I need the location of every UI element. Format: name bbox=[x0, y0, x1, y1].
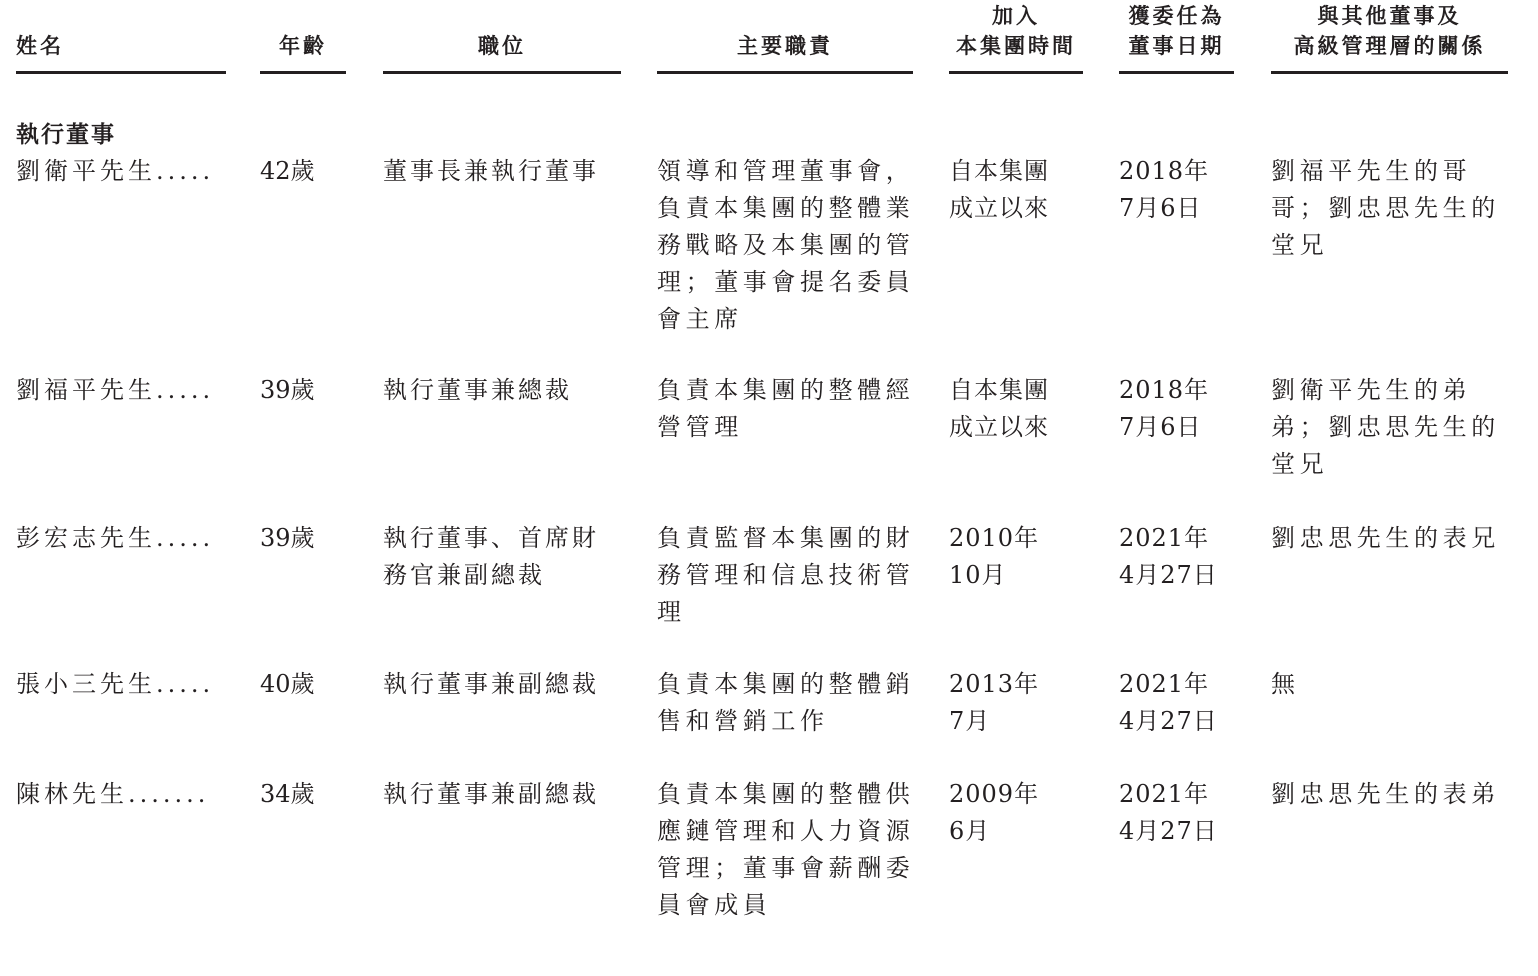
header-age-line: 年齡 bbox=[279, 34, 327, 58]
cell-appointed bbox=[1119, 520, 1234, 594]
header-relationship-line: 與其他董事及 bbox=[1317, 4, 1462, 28]
cell-appointed-line: 7月6日 bbox=[1119, 194, 1202, 222]
cell-duties-line: 管理；董事會薪酬委 bbox=[657, 854, 915, 882]
cell-relationship bbox=[1271, 666, 1508, 703]
header-duties bbox=[657, 0, 913, 74]
cell-joined-line: 成立以來 bbox=[949, 194, 1049, 222]
cell-duties-line: 理；董事會提名委員 bbox=[657, 268, 915, 296]
cell-duties-line: 理 bbox=[657, 598, 686, 626]
cell-appointed-line: 2021年 bbox=[1119, 670, 1210, 698]
cell-appointed bbox=[1119, 776, 1234, 850]
cell-joined-line: 2010年 bbox=[949, 524, 1040, 552]
header-joined bbox=[949, 0, 1083, 74]
cell-relationship bbox=[1271, 776, 1508, 813]
cell-age: 34歲 bbox=[260, 780, 315, 808]
cell-duties-line: 應鏈管理和人力資源 bbox=[657, 817, 915, 845]
cell-joined-line: 2009年 bbox=[949, 780, 1040, 808]
header-appointed-line: 董事日期 bbox=[1128, 34, 1225, 58]
cell-position-line: 執行董事兼副總裁 bbox=[383, 780, 599, 808]
cell-name: 彭宏志先生..... bbox=[16, 524, 215, 552]
cell-relationship bbox=[1271, 153, 1508, 264]
cell-position-line: 執行董事、首席財 bbox=[383, 524, 599, 552]
cell-joined bbox=[949, 372, 1083, 446]
cell-joined-line: 2013年 bbox=[949, 670, 1040, 698]
header-joined-line: 本集團時間 bbox=[956, 34, 1076, 58]
cell-appointed-line: 2021年 bbox=[1119, 524, 1210, 552]
header-position bbox=[383, 0, 621, 74]
cell-appointed bbox=[1119, 153, 1234, 227]
cell-relationship-line: 無 bbox=[1271, 670, 1300, 698]
header-appointed-line: 獲委任為 bbox=[1128, 4, 1225, 28]
cell-name: 張小三先生..... bbox=[16, 670, 215, 698]
cell-duties-line: 售和營銷工作 bbox=[657, 707, 829, 735]
cell-position-line: 董事長兼執行董事 bbox=[383, 157, 599, 185]
cell-duties bbox=[657, 520, 913, 631]
cell-joined bbox=[949, 666, 1083, 740]
cell-joined bbox=[949, 153, 1083, 227]
cell-relationship-line: 劉忠思先生的表弟 bbox=[1271, 780, 1500, 808]
cell-duties-line: 務管理和信息技術管 bbox=[657, 561, 915, 589]
header-appointed bbox=[1119, 0, 1234, 74]
header-relationship-line: 高級管理層的關係 bbox=[1293, 34, 1486, 58]
cell-relationship-line: 堂兄 bbox=[1271, 450, 1329, 478]
cell-joined bbox=[949, 520, 1083, 594]
cell-joined bbox=[949, 776, 1083, 850]
cell-relationship-line: 劉忠思先生的表兄 bbox=[1271, 524, 1500, 552]
cell-relationship-line: 弟；劉忠思先生的 bbox=[1271, 413, 1500, 441]
cell-position bbox=[383, 666, 621, 703]
cell-relationship bbox=[1271, 372, 1508, 483]
cell-name: 陳林先生....... bbox=[16, 780, 210, 808]
cell-duties bbox=[657, 776, 913, 924]
cell-appointed bbox=[1119, 372, 1234, 446]
cell-position bbox=[383, 153, 621, 190]
cell-duties bbox=[657, 153, 913, 338]
cell-duties-line: 員會成員 bbox=[657, 891, 772, 919]
header-relationship bbox=[1271, 0, 1508, 74]
cell-age: 42歲 bbox=[260, 157, 315, 185]
header-name-line: 姓名 bbox=[16, 34, 64, 58]
cell-duties-line: 負責本集團的整體經 bbox=[657, 376, 915, 404]
cell-joined-line: 成立以來 bbox=[949, 413, 1049, 441]
cell-duties-line: 營管理 bbox=[657, 413, 743, 441]
header-duties-line: 主要職責 bbox=[737, 34, 833, 58]
cell-name: 劉福平先生..... bbox=[16, 376, 215, 404]
cell-duties-line: 負責監督本集團的財 bbox=[657, 524, 915, 552]
cell-position bbox=[383, 520, 621, 594]
cell-appointed-line: 2018年 bbox=[1119, 376, 1210, 404]
cell-relationship-line: 堂兄 bbox=[1271, 231, 1329, 259]
header-name bbox=[16, 0, 226, 74]
cell-appointed-line: 2018年 bbox=[1119, 157, 1210, 185]
cell-relationship-line: 劉福平先生的哥 bbox=[1271, 157, 1472, 185]
cell-duties-line: 領導和管理董事會， bbox=[657, 157, 915, 185]
cell-appointed-line: 4月27日 bbox=[1119, 817, 1218, 845]
cell-duties-line: 負責本集團的整體供 bbox=[657, 780, 915, 808]
cell-position-line: 務官兼副總裁 bbox=[383, 561, 545, 589]
cell-duties-line: 務戰略及本集團的管 bbox=[657, 231, 915, 259]
header-age bbox=[260, 0, 346, 74]
cell-appointed-line: 4月27日 bbox=[1119, 561, 1218, 589]
cell-relationship bbox=[1271, 520, 1508, 557]
header-joined-line: 加入 bbox=[992, 4, 1040, 28]
cell-name: 劉衛平先生..... bbox=[16, 157, 215, 185]
cell-appointed bbox=[1119, 666, 1234, 740]
cell-position bbox=[383, 776, 621, 813]
cell-appointed-line: 7月6日 bbox=[1119, 413, 1202, 441]
cell-age: 39歲 bbox=[260, 524, 315, 552]
cell-age: 39歲 bbox=[260, 376, 315, 404]
cell-joined-line: 自本集團 bbox=[949, 157, 1049, 185]
cell-duties-line: 會主席 bbox=[657, 305, 743, 333]
cell-relationship-line: 劉衛平先生的弟 bbox=[1271, 376, 1472, 404]
cell-joined-line: 6月 bbox=[949, 817, 991, 845]
cell-position-line: 執行董事兼副總裁 bbox=[383, 670, 599, 698]
cell-appointed-line: 4月27日 bbox=[1119, 707, 1218, 735]
cell-duties-line: 負責本集團的整體銷 bbox=[657, 670, 915, 698]
cell-joined-line: 10月 bbox=[949, 561, 1007, 589]
cell-relationship-line: 哥；劉忠思先生的 bbox=[1271, 194, 1500, 222]
header-position-line: 職位 bbox=[478, 34, 526, 58]
cell-position bbox=[383, 372, 621, 409]
cell-duties bbox=[657, 666, 913, 740]
cell-joined-line: 自本集團 bbox=[949, 376, 1049, 404]
cell-joined-line: 7月 bbox=[949, 707, 991, 735]
section-title: 執行董事 bbox=[16, 122, 116, 148]
cell-position-line: 執行董事兼總裁 bbox=[383, 376, 572, 404]
cell-age: 40歲 bbox=[260, 670, 315, 698]
cell-duties-line: 負責本集團的整體業 bbox=[657, 194, 915, 222]
cell-duties bbox=[657, 372, 913, 446]
cell-appointed-line: 2021年 bbox=[1119, 780, 1210, 808]
